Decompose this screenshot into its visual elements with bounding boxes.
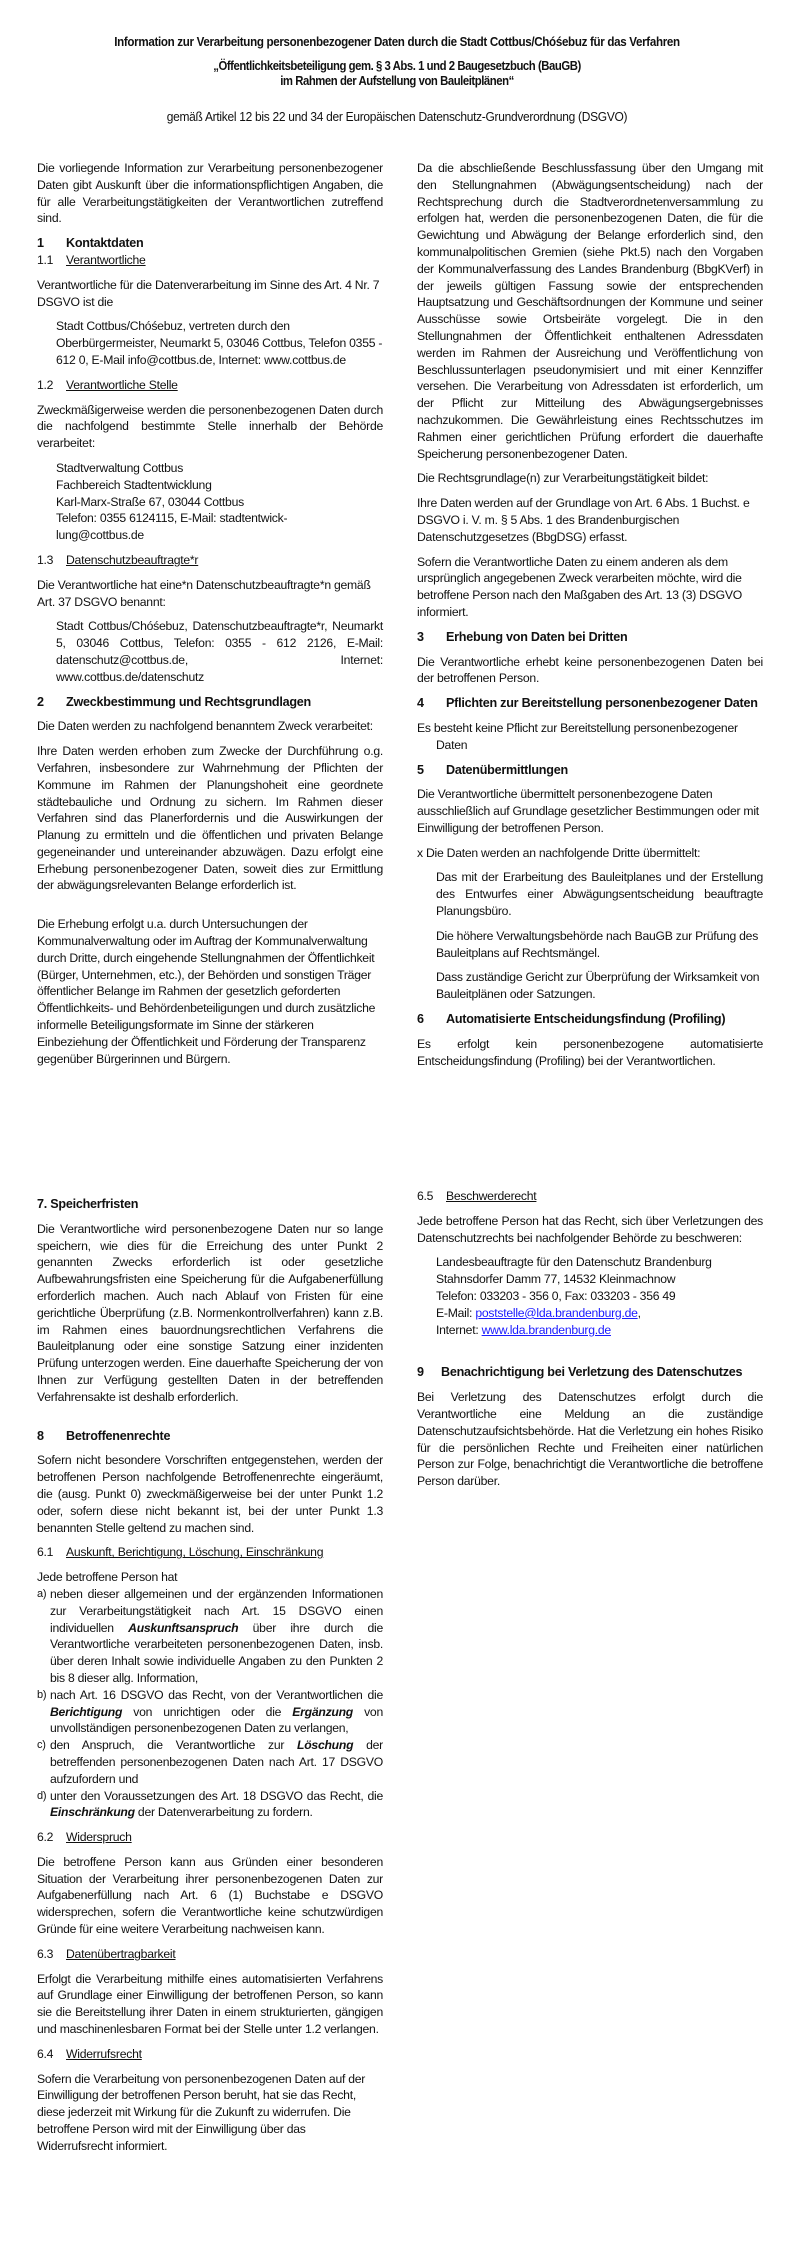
- section-6-1-intro: Jede betroffene Person hat: [37, 1570, 178, 1585]
- section-6-5-text: Jede betroffene Person hat das Recht, sich über Verletzungen des Datenschutzrechts bei nachfolgender Behörde zu beschweren:: [417, 1213, 763, 1245]
- procedure-title-line-1: „Öffentlichkeitsbeteiligung gem. § 3 Abs. 1 und 2 Baugesetzbuch (BauGB): [213, 59, 581, 73]
- section-2-legal-intro: Die Rechtsgrundlage(n) zur Verarbeitungstätigkeit bildet:: [417, 471, 709, 486]
- page1-right-column: [417, 160, 763, 1077]
- authority-name: Landesbeauftragte für den Datenschutz Brandenburg: [436, 1255, 712, 1270]
- page2-right-column: [417, 1188, 763, 1498]
- document-header: [0, 34, 794, 124]
- section-1-heading: 1 Kontaktdaten: [37, 236, 144, 251]
- section-3-heading: 3 Erhebung von Daten bei Dritten: [417, 629, 628, 644]
- section-5-text: Die Verantwortliche übermittelt personenbezogene Daten ausschließlich auf Grundlage gesetzlicher Bestimmungen oder mit Einwilligung der betroffenen Person.: [417, 787, 759, 835]
- section-4-heading: 4 Pflichten zur Bereitstellung personenbezogener Daten: [417, 696, 758, 711]
- supervisory-authority-address: Landesbeauftragte für den Datenschutz Brandenburg Stahnsdorfer Damm 77, 14532 Kleinmachnow Telefon: 033203 - 356 0, Fax: 033203 - 356 49 E-Mail: poststelle@lda.brandenburg.de, Internet: www.lda.brandenburg.de: [417, 1254, 763, 1338]
- section-9-text: Bei Verletzung des Datenschutzes erfolgt durch die Verantwortliche eine Meldung an die zuständige Datenschutzaufsichtsbehörde. Hat die Verletzung ein hohes Risiko für die persönlichen Rechte und Freiheiten einer natürlichen Person zur Folge, benachrichtigt die Verantwortliche die betroffene Person darüber.: [417, 1390, 763, 1489]
- section-6-4-heading: 6.4 Widerrufsrecht: [37, 2046, 142, 2061]
- section-6-5-heading: 6.5 Beschwerderecht: [417, 1189, 537, 1203]
- section-8-text: Sofern nicht besondere Vorschriften entgegenstehen, werden der betroffenen Person nachfolgende Betroffenenrechte eingeräumt, die (ausg. Punkt 0) zweckmäßigerweise bei der unter Punkt 1.2 oder, sofern diese nicht bekannt ist, bei der unter Punkt 1.3 benannten Stelle geltend zu machen sind.: [37, 1453, 383, 1535]
- section-7-text: Die Verantwortliche wird personenbezogene Daten nur so lange speichern, wie dies für die Erreichung des unter Punkt 2 genannten Zwecks erforderlich ist oder gesetzliche Aufbewahrungsfristen eine Speicherung für die Aufgabenerfüllung erforderlich machen. Auch nach Ablauf von Fristen für eine gerichtliche Überprüfung (z.B. Normenkontrollverfahren) kann z.B. im Rahmen eines bauordnungsrechtlichen Verfahrens die Bauleitplanung oder eine sonstige Satzung einer inzidenten Prüfung unterzogen werden. Eine dauerhafte Speicherung der von Ihnen zur Verfügung gestellten Daten in der betreffenden Verfahrensakte ist deshalb erforderlich.: [37, 1221, 383, 1404]
- responsible-office-address: Stadtverwaltung Cottbus Fachbereich Stadtentwicklung Karl-Marx-Straße 67, 03044 Cottbus Telefon: 0355 6124115, E-Mail: stadtentwick- lung@cottbus.de: [56, 460, 288, 543]
- section-6-2-text: Die betroffene Person kann aus Gründen einer besonderen Situation der Verarbeitung ihrer personenbezogenen Daten zur Aufgabenerfüllung nach Art. 6 (1) Buchstabe e DSGVO widersprechen, sofern die Verantwortliche keine schutzwürdigen Gründe für eine weitere Verarbeitung nachweisen kann.: [37, 1854, 383, 1937]
- authority-street: Stahnsdorfer Damm 77, 14532 Kleinmachnow: [436, 1272, 676, 1287]
- section-9-heading: 9 Benachrichtigung bei Verletzung des Datenschutzes: [417, 1365, 743, 1380]
- rights-list-item: d) unter den Voraussetzungen des Art. 18 DSGVO das Recht, die Einschränkung der Datenverarbeitung zu fordern.: [37, 1788, 383, 1820]
- rights-list-item: b) nach Art. 16 DSGVO das Recht, von der Verantwortlichen die Berichtigung von unrichtigen oder die Ergänzung von unvollständigen personenbezogenen Daten zu verlangen,: [37, 1687, 383, 1736]
- legal-basis-line: gemäß Artikel 12 bis 22 und 34 der Europäischen Datenschutz-Grundverordnung (DSGVO): [166, 110, 628, 124]
- section-3-text: Die Verantwortliche erhebt keine personenbezogenen Daten bei der betroffenen Person.: [417, 654, 763, 686]
- section-6-text: Es erfolgt kein personenbezogene automatisierte Entscheidungsfindung (Profiling) bei der Verantwortlichen.: [417, 1036, 763, 1068]
- section-6-3-text: Erfolgt die Verarbeitung mithilfe eines automatisierten Verfahrens auf Grundlage einer Einwilligung der betroffenen Person, so kann sie die Bereitstellung ihrer Daten in einem strukturierten, gängigen und maschinenlesbaren Format bei der Stelle unter 1.2 verlangen.: [37, 1971, 383, 2037]
- section-5-heading: 5 Datenübermittlungen: [417, 762, 568, 777]
- section-7-heading: 7. Speicherfristen: [37, 1197, 139, 1211]
- section-5-recipients-intro: x Die Daten werden an nachfolgende Dritte übermittelt:: [417, 845, 701, 860]
- recipient-item: Die höhere Verwaltungsbehörde nach BauGB zur Prüfung des Bauleitplans auf Rechtsmängel.: [436, 928, 759, 960]
- recipient-item: Das mit der Erarbeitung des Bauleitplanes und der Erstellung des Entwurfes einer Abwägungsentscheidung beauftragte Planungsbüro.: [436, 870, 763, 919]
- procedure-title-line-2: im Rahmen der Aufstellung von Bauleitplänen“: [280, 74, 514, 88]
- section-2-heading: 2 Zweckbestimmung und Rechtsgrundlagen: [37, 694, 312, 709]
- section-2-collection: Die Erhebung erfolgt u.a. durch Untersuchungen der Kommunalverwaltung oder im Auftrag der Kommunalverwaltung durch Dritte, durch eingehende Stellungnahmen der Öffentlichkeit (Bürger, Unternehmen, etc.), der Behörden und sonstigen Träger öffentlicher Belange im Rahmen der gesetzlich geforderten Öffentlichkeits- und Behördenbeteiligungen und durch zusätzliche informelle Beteiligungsformate im Sinne der stärkeren Einbeziehung der Öffentlichkeit und Förderung der Transparenz gegenüber Bürgerinnen und Bürgern.: [37, 917, 376, 1066]
- section-4-text: Es besteht keine Pflicht zur Bereitstellung personenbezogener Daten: [417, 720, 738, 752]
- authority-email-link[interactable]: poststelle@lda.brandenburg.de: [475, 1305, 638, 1320]
- page1-left-column: [37, 160, 383, 1075]
- section-2-legal-basis: Ihre Daten werden auf der Grundlage von Art. 6 Abs. 1 Buchst. e DSGVO i. V. m. § 5 Abs. 1 des Brandenburgischen Datenschutzgesetzes (BbgDSG) erfasst.: [417, 496, 750, 544]
- document-title: Information zur Verarbeitung personenbezogener Daten durch die Stadt Cottbus/Chóśebuz für das Verfahren: [114, 35, 680, 49]
- controller-address: Stadt Cottbus/Chóśebuz, vertreten durch den Oberbürgermeister, Neumarkt 5, 03046 Cottbus, Telefon 0355 - 612 0, E-Mail info@cottbus.de, Internet: www.cottbus.de: [56, 319, 383, 367]
- section-1-3-heading: 1.3 Datenschutzbeauftragte*r: [37, 552, 199, 567]
- section-1-3-text: Die Verantwortliche hat eine*n Datenschutzbeauftragte*n gemäß Art. 37 DSGVO benannt:: [37, 577, 371, 609]
- rights-list: [37, 1586, 383, 1821]
- intro-paragraph: Die vorliegende Information zur Verarbeitung personenbezogener Daten gibt Auskunft über die informationspflichtigen Angaben, die für alle Verarbeitungstätigkeiten der Verantwortlichen zutreffend sind.: [37, 161, 383, 226]
- data-protection-officer-address: Stadt Cottbus/Chóśebuz, Datenschutzbeauftragte*r, Neumarkt 5, 03046 Cottbus, Telefon: 0355 - 612 2126, E-Mail: datenschutz@cottbus.de, Internet: www.cottbus.de/datenschutz: [56, 619, 383, 684]
- section-1-1-text: Verantwortliche für die Datenverarbeitung im Sinne des Art. 4 Nr. 7 DSGVO ist die: [37, 277, 380, 309]
- section-8-heading: 8 Betroffenenrechte: [37, 1428, 171, 1443]
- recipient-item: Dass zuständige Gericht zur Überprüfung der Wirksamkeit von Bauleitplänen oder Satzungen.: [436, 970, 760, 1002]
- authority-phone: Telefon: 033203 - 356 0, Fax: 033203 - 356 49: [436, 1288, 676, 1303]
- section-2-purpose: Ihre Daten werden erhoben zum Zwecke der Durchführung o.g. Verfahren, insbesondere zur Wahrnehmung der Pflichten der Kommune im Rahmen der Planungshoheit eine geordnete städtebauliche und Ordnung zu sichern. Im Rahmen dieser Verfahren sind das Planerfordernis und die Auswirkungen der Planung zu ermitteln und die öffentlichen und privaten Belange gegeneinander und untereinander abzuwägen. Dazu erfolgt eine Erhebung personenbezogener Daten, soweit dies zur Ermittlung der abwägungsrelevanten Belange erforderlich ist.: [37, 744, 383, 893]
- section-1-2-text: Zweckmäßigerweise werden die personenbezogenen Daten durch die nachfolgend bestimmte Stelle innerhalb der Behörde verarbeitet:: [37, 402, 383, 451]
- section-6-4-text: Sofern die Verarbeitung von personenbezogenen Daten auf der Einwilligung der betroffenen Person beruht, hat sie das Recht, diese jederzeit mit Wirkung für die Zukunft zu widerrufen. Die betroffene Person wird mit der Einwilligung über das Widerrufsrecht informiert.: [37, 2071, 366, 2153]
- section-2-other-purpose: Sofern die Verantwortliche Daten zu einem anderen als dem ursprünglich angegebenen Zweck verarbeiten möchte, wird die betroffene Person nach den Maßgaben des Art. 13 (3) DSGVO informiert.: [417, 554, 742, 619]
- rights-list-item: a) neben dieser allgemeinen und der ergänzenden Informationen zur Verarbeitungstätigkeit nach Art. 15 DSGVO einen individuellen Auskunftsanspruch über ihre durch die Verantwortliche verarbeiteten personenbezogenen Daten, insb. über deren Inhalt sowie individuelle Angaben zu den Punkten 2 bis 8 dieser allg. Information,: [37, 1586, 384, 1685]
- section-1-1-heading: 1.1 Verantwortliche: [37, 252, 146, 267]
- section-6-heading: 6 Automatisierte Entscheidungsfindung (Profiling): [417, 1012, 726, 1027]
- authority-website-link[interactable]: www.lda.brandenburg.de: [481, 1322, 611, 1337]
- section-6-3-heading: 6.3 Datenübertragbarkeit: [37, 1946, 176, 1961]
- section-6-1-heading: 6.1 Auskunft, Berichtigung, Löschung, Einschränkung: [37, 1545, 324, 1560]
- section-1-2-heading: 1.2 Verantwortliche Stelle: [37, 377, 178, 392]
- section-6-2-heading: 6.2 Widerspruch: [37, 1830, 132, 1845]
- rights-list-item: c) den Anspruch, die Verantwortliche zur Löschung der betreffenden personenbezogenen Daten nach Art. 17 DSGVO aufzufordern und: [37, 1738, 383, 1786]
- page2-left-column: [37, 1196, 383, 2163]
- section-2-text: Die Daten werden zu nachfolgend benanntem Zweck verarbeitet:: [37, 719, 373, 734]
- section-2-decision: Da die abschließende Beschlussfassung über den Umgang mit den Stellungnahmen (Abwägungsentscheidung) nach der Rechtsprechung durch die Stadtverordnetenversammlung zu erfolgen hat, werden die personenbezogenen Daten, die für die Gewichtung und Abwägung der Belange erforderlich sind, den kommunalpolitischen Gremien (siehe Pkt.5) nach den Vorgaben der Kommunalverfassung des Landes Brandenburg (BbgKVerf) in der jeweils gültigen Fassung sowie der entsprechenden Hauptsatzung und Geschäftsordnungen der Kommune und seiner Ausschüsse sowie Ortsbeiräte vorgelegt. Die in den Stellungnahmen der Öffentlichkeit enthaltenen Adressdaten werden im Rahmen der Ausreichung und Veröffentlichung von Beschlussunterlagen pseudonymisiert und mit einer Kennziffer versehen. Die Verarbeitung von Adressdaten ist erforderlich, um der Pflicht zur Mitteilung des Abwägungsergebnisses nachzukommen. Die Gewährleistung eines Rechtsschutzes im Rahmen einer gerichtlichen Prüfung erfordert die dauerhafte Speicherung personenbezogener Daten.: [417, 161, 763, 461]
